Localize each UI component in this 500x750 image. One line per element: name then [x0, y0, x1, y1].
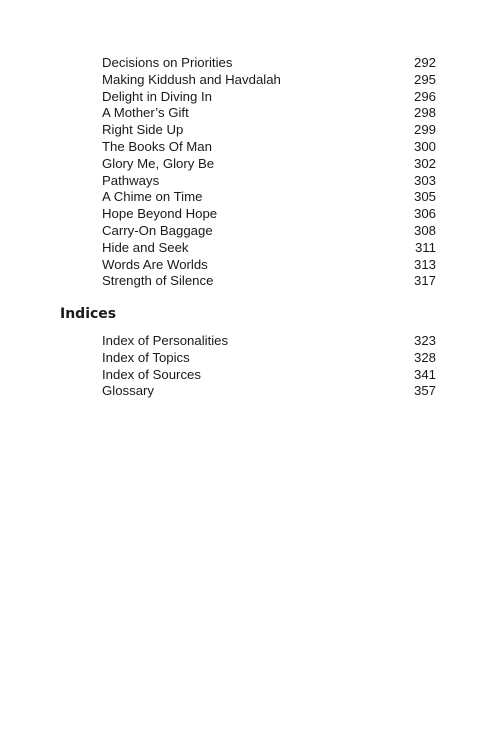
toc-entry-title: Carry-On Baggage — [102, 222, 213, 238]
toc-entry-page: 300 — [413, 138, 436, 154]
toc-entry-page: 298 — [413, 105, 436, 121]
index-entry-page: 323 — [413, 333, 436, 348]
index-entry-title: Index of Sources — [102, 366, 201, 382]
index-entry-page: 328 — [413, 349, 436, 365]
toc-entry — [102, 206, 436, 223]
toc-entry-page: 302 — [413, 155, 436, 171]
toc-entry-title: Pathways — [102, 172, 160, 188]
toc-entry — [102, 240, 436, 257]
toc-entry — [102, 122, 436, 139]
toc-entry — [102, 89, 436, 106]
toc-entry-title: Decisions on Priorities — [102, 55, 233, 70]
toc-entry-page: 303 — [413, 172, 436, 188]
toc-entry-title: Right Side Up — [102, 122, 184, 138]
toc-entry — [102, 72, 436, 89]
toc-entry — [102, 273, 436, 290]
toc-entry-title: Glory Me, Glory Be — [102, 155, 215, 171]
indices-list — [102, 333, 436, 400]
index-entry-page: 357 — [413, 383, 436, 399]
toc-entry — [102, 105, 436, 122]
toc-entry-page: 311 — [414, 239, 436, 255]
toc-entry — [102, 223, 436, 240]
toc-entry-title: Words Are Worlds — [102, 256, 208, 272]
toc-entry-page: 296 — [413, 88, 436, 104]
toc-entry-page: 305 — [413, 189, 436, 205]
toc-entry — [102, 173, 436, 190]
toc-entry — [102, 189, 436, 206]
toc-entry-title: Hide and Seek — [102, 239, 189, 255]
contents-list — [102, 55, 436, 290]
toc-entry-page: 313 — [413, 256, 436, 272]
toc-entry — [102, 139, 436, 156]
toc-entry-title: A Mother’s Gift — [102, 105, 189, 121]
toc-entry-page: 308 — [413, 222, 436, 238]
toc-entry-title: Strength of Silence — [102, 273, 214, 289]
toc-entry-page: 292 — [413, 55, 436, 70]
toc-entry-title: The Books Of Man — [102, 138, 212, 154]
index-entry — [102, 383, 436, 400]
toc-entry-page: 295 — [413, 71, 436, 87]
index-entry — [102, 333, 436, 350]
toc-entry-title: Making Kiddush and Havdalah — [102, 71, 281, 87]
indices-heading: Indices — [60, 306, 117, 322]
toc-entry-page: 306 — [413, 206, 436, 222]
index-entry-title: Index of Topics — [102, 349, 190, 365]
index-entry — [102, 367, 436, 384]
index-entry — [102, 350, 436, 367]
toc-entry — [102, 156, 436, 173]
toc-entry — [102, 257, 436, 274]
toc-entry — [102, 55, 436, 72]
toc-entry-title: Hope Beyond Hope — [102, 206, 218, 222]
toc-entry-title: Delight in Diving In — [102, 88, 212, 104]
toc-entry-title: A Chime on Time — [102, 189, 203, 205]
index-entry-title: Index of Personalities — [102, 333, 229, 348]
toc-entry-page: 317 — [413, 273, 436, 289]
toc-entry-page: 299 — [413, 122, 436, 138]
index-entry-page: 341 — [413, 366, 436, 382]
index-entry-title: Glossary — [102, 383, 155, 399]
